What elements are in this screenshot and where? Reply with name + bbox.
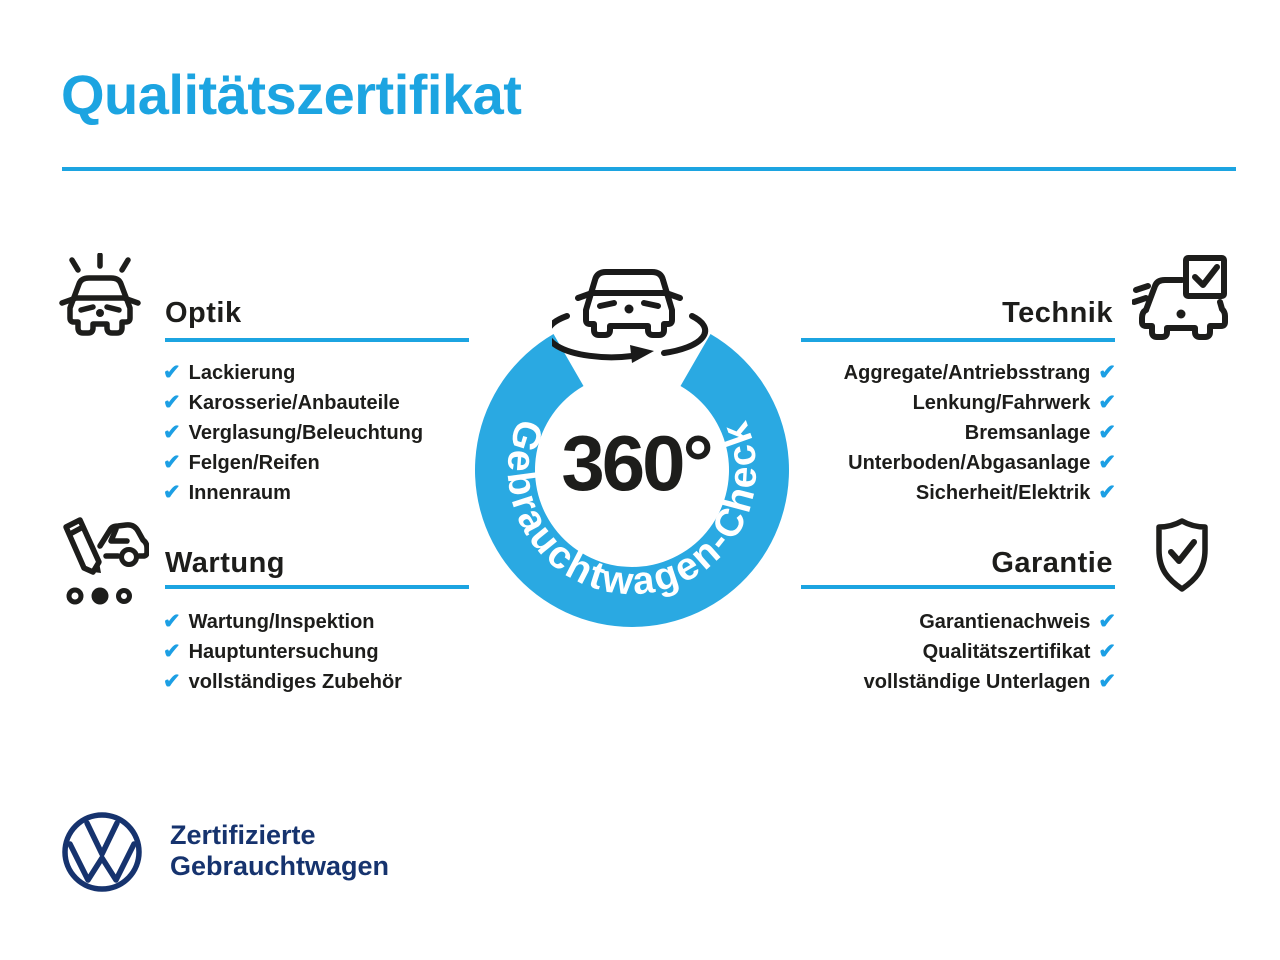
badge-degrees-label: 360° bbox=[561, 419, 711, 507]
list-item bbox=[844, 388, 1116, 418]
check-icon: ✔ bbox=[163, 450, 181, 474]
list-item-label: Lenkung/Fahrwerk bbox=[912, 391, 1091, 414]
garantie-check-list bbox=[864, 607, 1116, 697]
list-item-label: Aggregate/Antriebsstrang bbox=[843, 361, 1091, 384]
list-item-label: Lackierung bbox=[188, 361, 296, 384]
check-icon: ✔ bbox=[1098, 420, 1116, 444]
list-item bbox=[844, 478, 1116, 508]
section-title-garantie: Garantie bbox=[991, 547, 1113, 579]
check-icon: ✔ bbox=[163, 609, 181, 633]
wartung-underline bbox=[165, 585, 469, 589]
technik-check-list bbox=[844, 358, 1116, 508]
list-item-label: Qualitätszertifikat bbox=[922, 640, 1091, 663]
check-icon: ✔ bbox=[163, 639, 181, 663]
check-icon: ✔ bbox=[1098, 609, 1116, 633]
check-icon: ✔ bbox=[163, 420, 181, 444]
title-divider bbox=[62, 167, 1236, 171]
check-icon: ✔ bbox=[1098, 480, 1116, 504]
list-item-label: Wartung/Inspektion bbox=[188, 610, 375, 633]
wartung-pencil-car-icon bbox=[54, 512, 149, 612]
list-item-label: Garantienachweis bbox=[919, 610, 1091, 633]
list-item bbox=[163, 637, 402, 667]
list-item bbox=[163, 388, 423, 418]
optik-check-list bbox=[163, 358, 423, 508]
check-icon: ✔ bbox=[163, 360, 181, 384]
wartung-check-list bbox=[163, 607, 402, 697]
list-item-label: Unterboden/Abgasanlage bbox=[848, 451, 1091, 474]
list-item-label: vollständige Unterlagen bbox=[863, 670, 1091, 693]
list-item bbox=[163, 448, 423, 478]
list-item-label: Sicherheit/Elektrik bbox=[915, 481, 1091, 504]
list-item bbox=[844, 418, 1116, 448]
optik-car-shine-icon bbox=[54, 253, 146, 343]
check-icon: ✔ bbox=[1098, 390, 1116, 414]
list-item bbox=[163, 667, 402, 697]
list-item bbox=[163, 607, 402, 637]
check-icon: ✔ bbox=[1098, 450, 1116, 474]
vw-logo bbox=[60, 810, 144, 894]
check-icon: ✔ bbox=[163, 480, 181, 504]
list-item-label: Verglasung/Beleuchtung bbox=[188, 421, 424, 444]
list-item bbox=[864, 667, 1116, 697]
list-item-label: vollständiges Zubehör bbox=[188, 670, 402, 693]
list-item bbox=[864, 637, 1116, 667]
list-item-label: Innenraum bbox=[188, 481, 291, 504]
list-item-label: Hauptuntersuchung bbox=[188, 640, 379, 663]
list-item bbox=[864, 607, 1116, 637]
badge-ring-label: Gebrauchtwagen-Check bbox=[498, 414, 766, 604]
section-title-technik: Technik bbox=[1002, 297, 1113, 329]
list-item-label: Felgen/Reifen bbox=[188, 451, 320, 474]
check-icon: ✔ bbox=[163, 669, 181, 693]
check-icon: ✔ bbox=[1098, 360, 1116, 384]
garantie-shield-check-icon bbox=[1146, 516, 1218, 600]
brand-claim-line2: Gebrauchtwagen bbox=[170, 851, 390, 881]
list-item bbox=[163, 358, 423, 388]
list-item bbox=[163, 478, 423, 508]
garantie-underline bbox=[801, 585, 1115, 589]
rotating-car-icon bbox=[552, 246, 717, 368]
list-item-label: Karosserie/Anbauteile bbox=[188, 391, 400, 414]
page-title: Qualitätszertifikat bbox=[61, 63, 522, 126]
section-title-optik: Optik bbox=[165, 297, 242, 329]
list-item-label: Bremsanlage bbox=[964, 421, 1091, 444]
list-item bbox=[844, 358, 1116, 388]
brand-claim-line1: Zertifizierte bbox=[170, 820, 316, 850]
technik-car-checkbox-icon bbox=[1132, 252, 1232, 348]
optik-underline bbox=[165, 338, 469, 342]
list-item bbox=[163, 418, 423, 448]
check-icon: ✔ bbox=[163, 390, 181, 414]
section-title-wartung: Wartung bbox=[165, 547, 286, 579]
check-icon: ✔ bbox=[1098, 669, 1116, 693]
technik-underline bbox=[801, 338, 1115, 342]
brand-claim bbox=[170, 820, 389, 882]
check-icon: ✔ bbox=[1098, 639, 1116, 663]
list-item bbox=[844, 448, 1116, 478]
